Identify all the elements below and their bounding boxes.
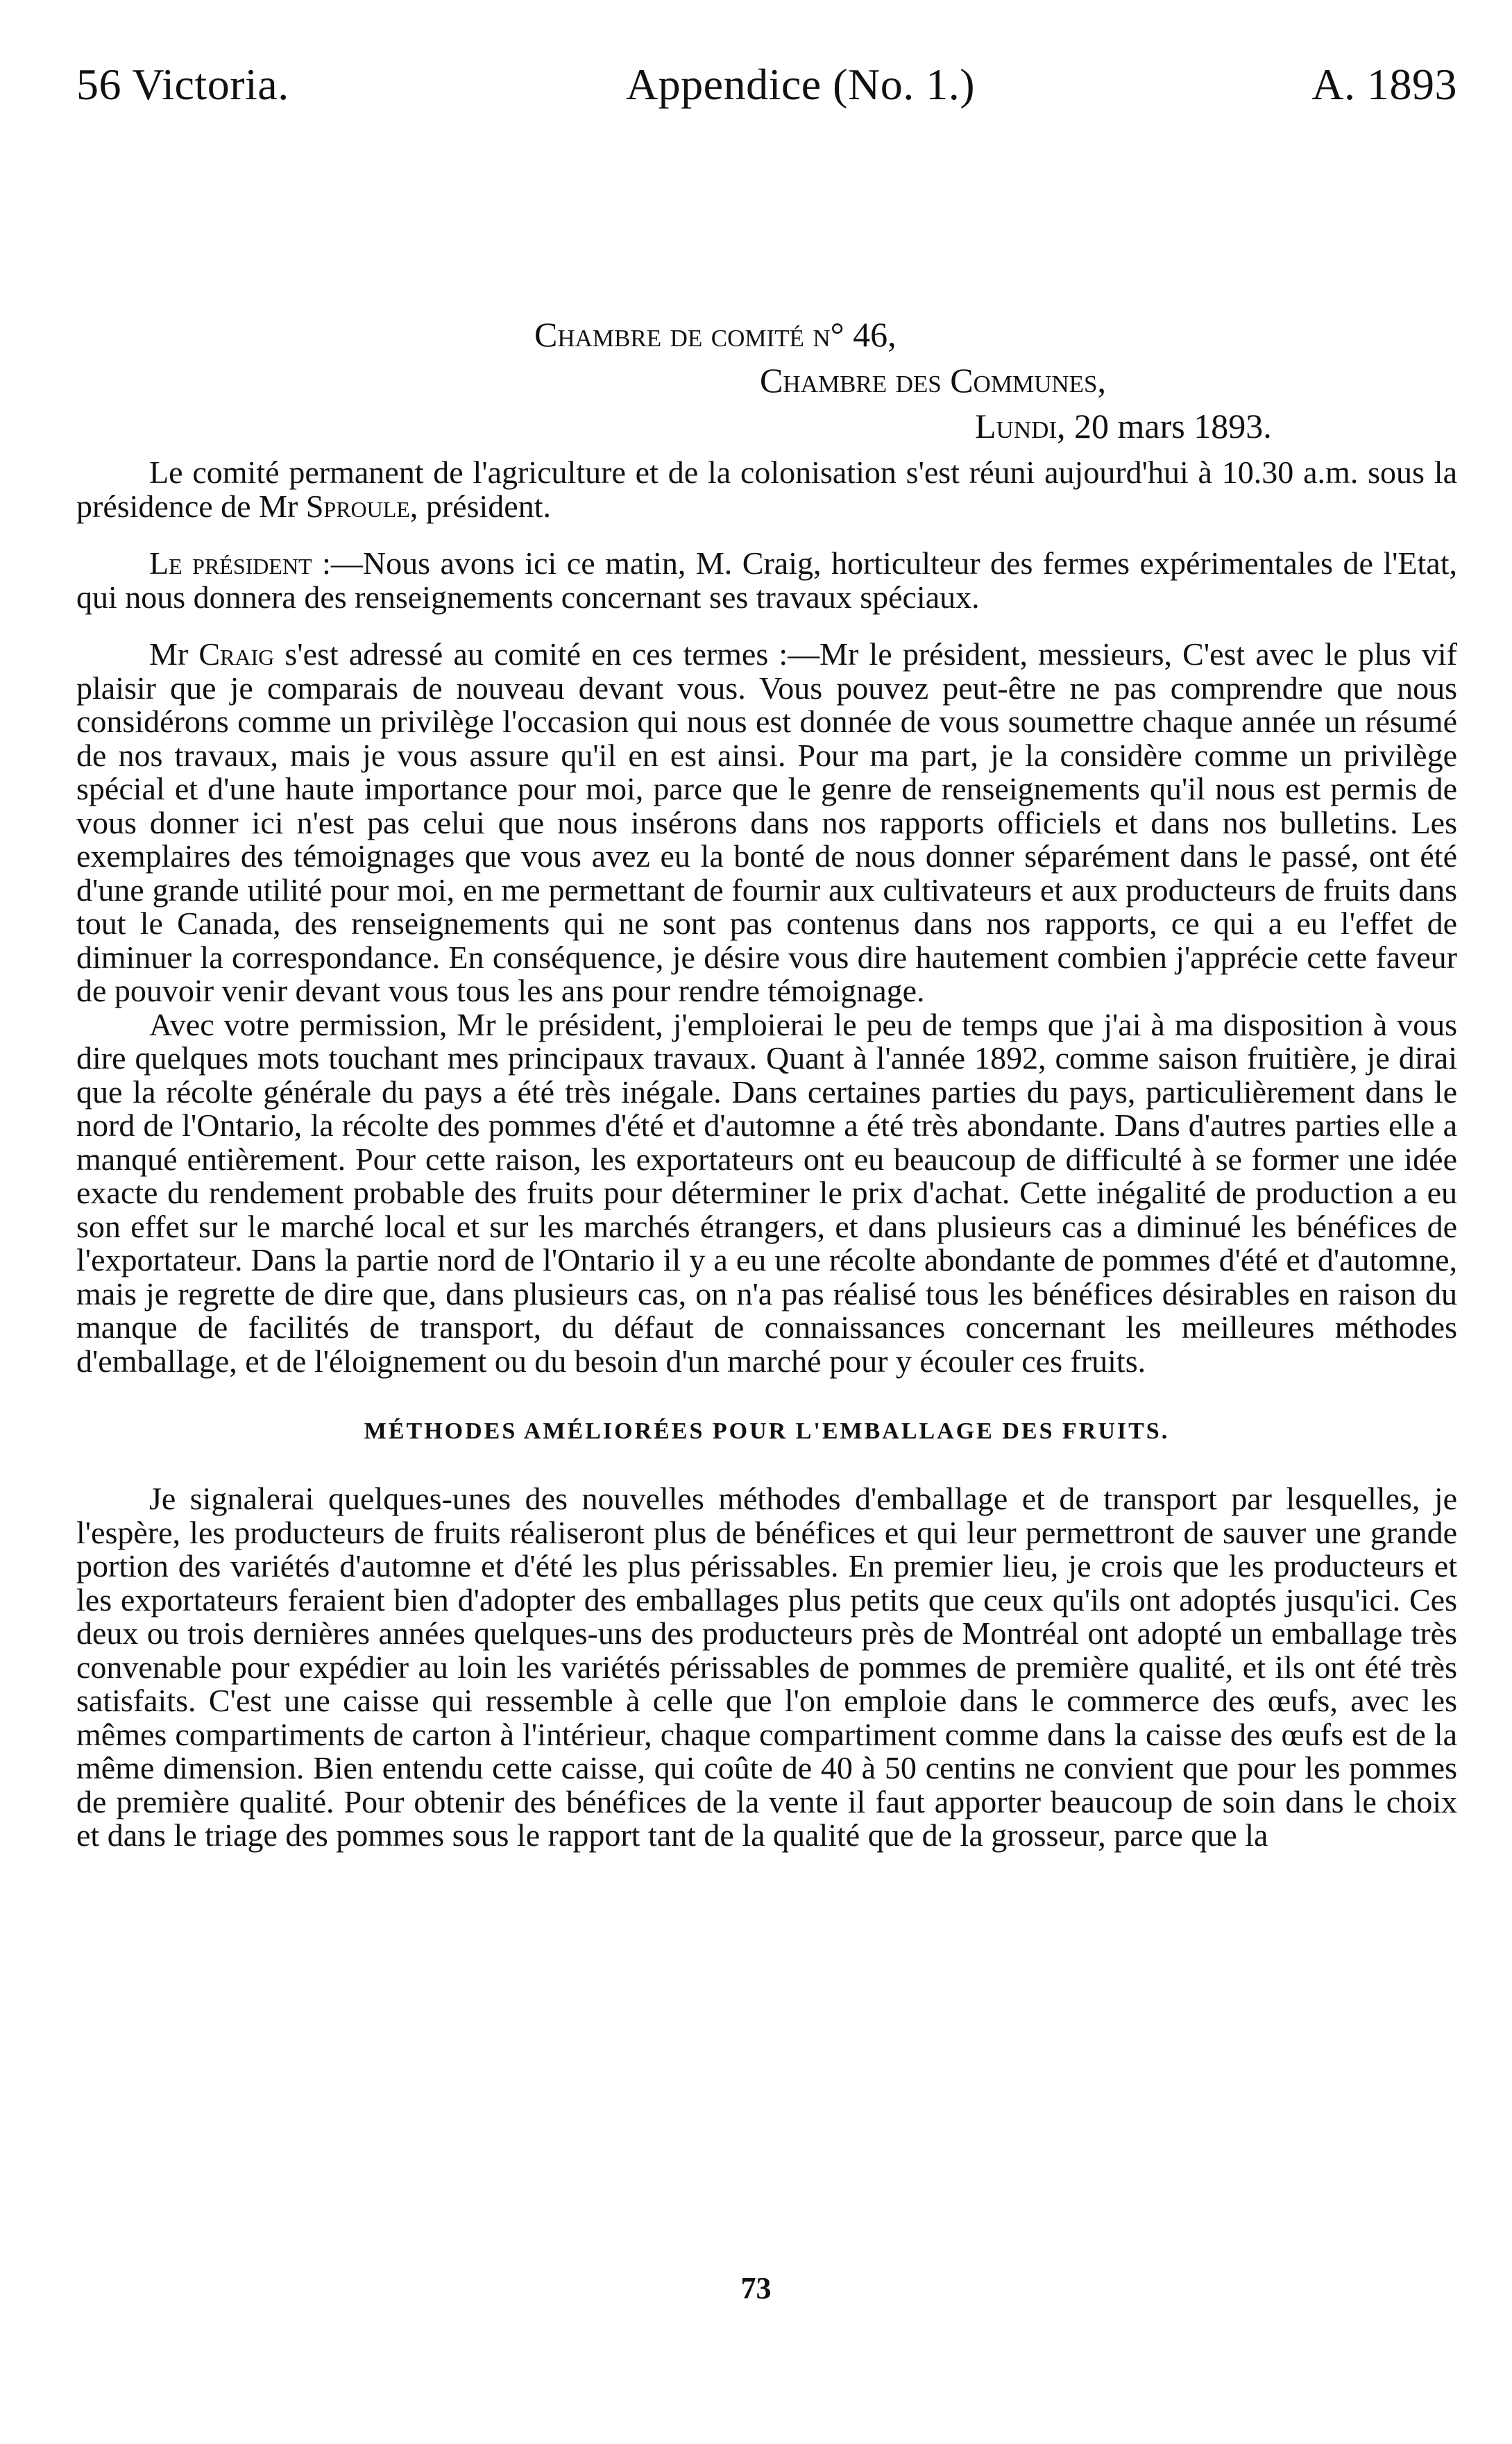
craig-title: Mr: [149, 636, 199, 672]
paragraph-packing-methods: Je signalerai quelques-unes des nouvelles méthodes d'emballage et de transport par lesquelles, je l'espère, les producteurs de fruits réaliseront plus de bénéfices et qui leur permettront de sauver une grande portion des variétés d'automne et d'été les plus périssables. En premier lieu, je crois que les producteurs et les exportateurs feraient bien d'adopter des emballages plus petits que ceux qu'ils ont adoptés jusqu'ici. Ces deux ou trois dernières années quelques-uns des producteurs près de Montréal ont adopté un emballage très convenable pour expédier au loin les variétés périssables de pommes de première qualité, et ils ont été très satisfaits. C'est une caisse qui ressemble à celle que l'on emploie dans le commerce des œufs, avec les mêmes compartiments de carton à l'intérieur, chaque compartiment comme dans la caisse des œufs est de la même dimension. Bien entendu cette caisse, qui coûte de 40 à 50 centins ne convient que pour les pommes de première qualité. Pour obtenir des bénéfices de la vente il faut apporter beaucoup de soin dans le choix et dans le triage des pommes sous le rapport tant de la qualité que de la grosseur, parce que la: [76, 1481, 1457, 1853]
paragraph-chairman: [76, 547, 1457, 614]
speaker-label: Le président: [149, 545, 312, 581]
section-heading: MÉTHODES AMÉLIORÉES POUR L'EMBALLAGE DES FRUITS.: [364, 1418, 1170, 1444]
chairman-text: :—Nous avons ici ce matin, M. Craig, horticulteur des fermes expérimentales de l'Etat, qui nous donnera des renseignements concernant ses travaux spéciaux.: [76, 545, 1458, 615]
paragraph-opening: [76, 456, 1457, 523]
header-session: 56 Victoria.: [76, 60, 289, 109]
address-date-line: [76, 403, 1457, 449]
meeting-address: [76, 312, 1457, 449]
craig-text: s'est adressé au comité en ces termes :—Mr le président, messieurs, C'est avec le plus vif plaisir que je comparais de nouveau devant vous. Vous pouvez peut-être ne pas comprendre que nous considérons comme un privilège l'occasion qui nous est donnée de vous soumettre chaque année un résumé de nos travaux, mais je vous assure qu'il en est ainsi. Pour ma part, je la considère comme un privilège spécial et d'une haute importance pour moi, parce que le genre de renseignements qu'il nous est permis de vous donner ici n'est pas celui que nous insérons dans nos rapports officiels et dans nos bulletins. Les exemplaires des témoignages que vous avez eu la bonté de nous donner séparément dans le passé, ont été d'une grande utilité pour moi, en me permettant de fournir aux cultivateurs et aux producteurs de fruits dans tout le Canada, des renseignements qui ne sont pas contenus dans nos rapports, ce qui a eu l'effet de diminuer la correspondance. En conséquence, je désire vous dire hautement combien j'apprécie cette faveur de pouvoir venir devant vous tous les ans pour rendre témoignage.: [76, 636, 1457, 1008]
header-appendix: Appendice (No. 1.): [625, 60, 976, 109]
craig-name: Craig: [198, 636, 275, 672]
paragraph-season-1892: Avec votre permission, Mr le président, j'emploierai le peu de temps que j'ai à ma disposition à vous dire quelques mots touchant mes principaux travaux. Quant à l'année 1892, comme saison fruitière, je dirai que la récolte générale du pays a été très inégale. Dans certaines parties du pays, particulièrement dans le nord de l'Ontario, la récolte des pommes d'été et d'automne a été très abondante. Dans d'autres parties elle a manqué entièrement. Pour cette raison, les exportateurs ont eu beaucoup de difficulté à se former une idée exacte du rendement probable des fruits pour déterminer le prix d'achat. Cette inégalité de production a eu son effet sur le marché local et sur les marchés étrangers, et dans plusieurs cas a diminué les bénéfices de l'exportateur. Dans la partie nord de l'Ontario il y a eu une récolte abondante de pommes d'été et d'automne, mais je regrette de dire que, dans plusieurs cas, on n'a pas réalisé tous les bénéfices désirables en raison du manque de facilités de transport, du défaut de connaissances concernant les meilleures méthodes d'emballage, et de l'éloignement ou du besoin d'un marché pour y écouler ces fruits.: [76, 1006, 1457, 1379]
page-number: 73: [740, 2271, 772, 2305]
opening-text-end: , président.: [409, 488, 551, 524]
address-day: Lundi,: [975, 407, 1066, 445]
address-house: Chambre des Communes,: [760, 361, 1106, 400]
running-header: [76, 62, 1457, 107]
opening-text: Le comité permanent de l'agriculture et de la colonisation s'est réuni aujourd'hui à 10.30 a.m. sous la présidence de Mr: [76, 455, 1457, 524]
address-room: Chambre de comité n° 46,: [534, 315, 897, 354]
chairman-name: Sproule: [305, 488, 410, 524]
document-page: [76, 62, 1457, 1853]
header-year: A. 1893: [1311, 60, 1457, 109]
address-date: 20 mars 1893.: [1074, 407, 1272, 445]
paragraph-craig-intro: [76, 638, 1457, 1008]
